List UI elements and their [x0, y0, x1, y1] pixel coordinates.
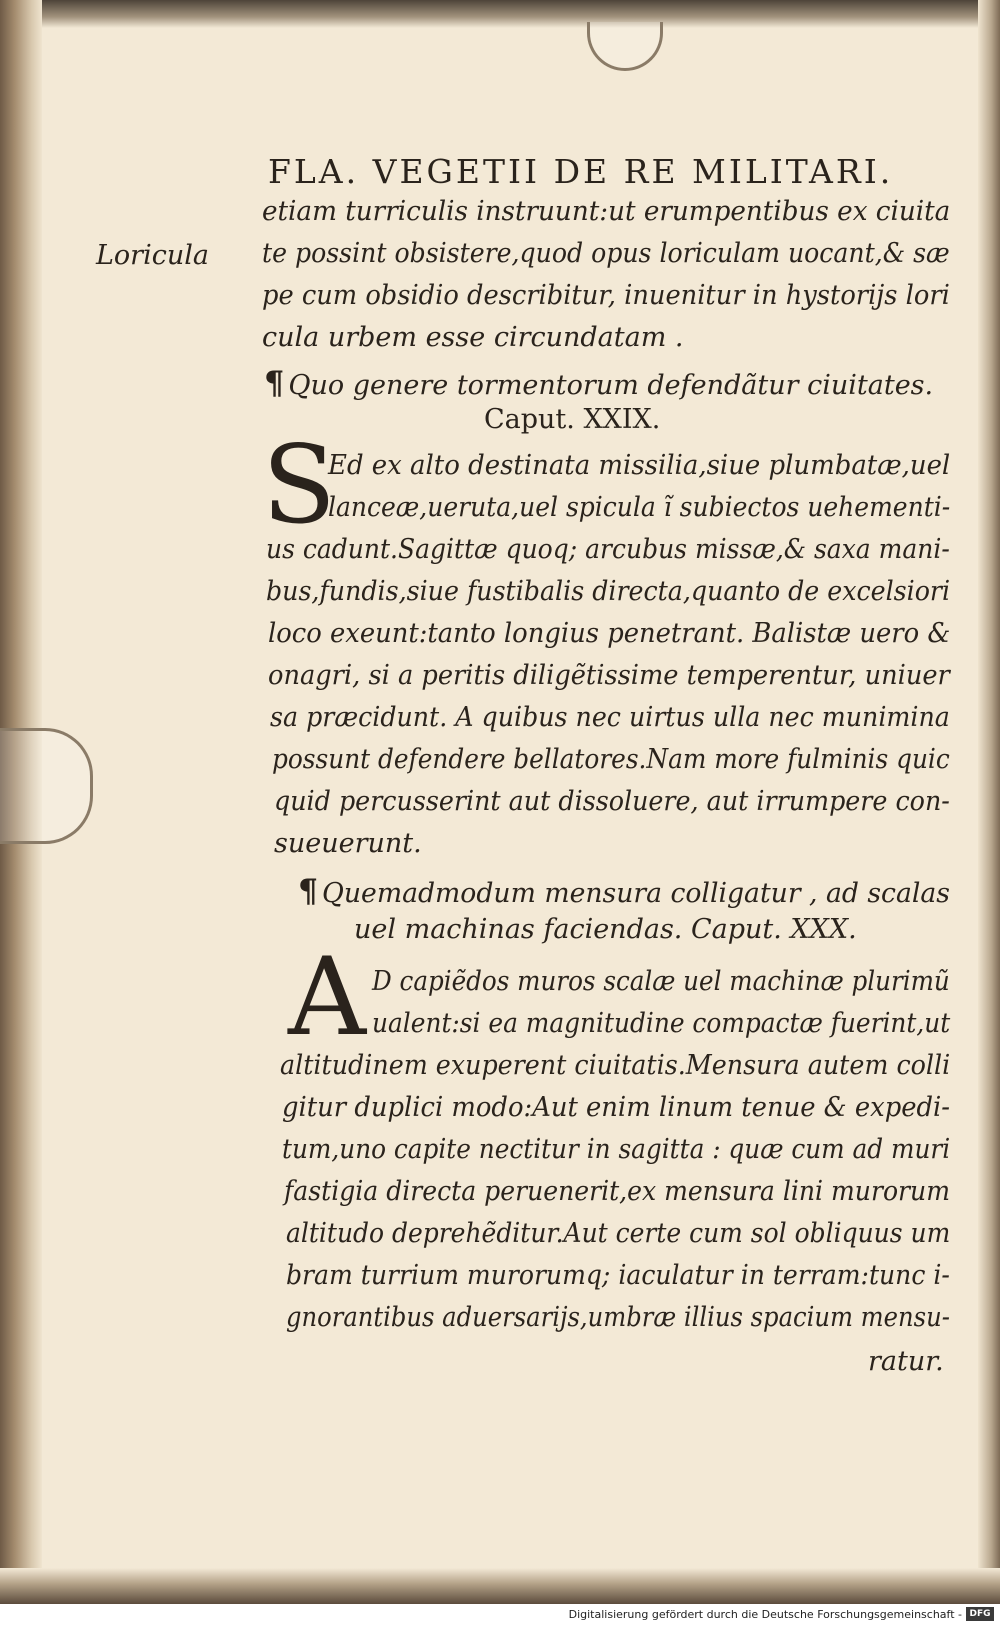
text-line: bus,fundis,siue fustibalis directa,quanto de excelsiori [266, 576, 951, 607]
text-line: tum,uno capite nectitur in sagitta : quæ cum ad muri [282, 1134, 951, 1165]
text-line: bram turrium murorumq; iaculatur in terram:tunc i- [286, 1260, 950, 1291]
funding-credit: Digitalisierung gefördert durch die Deutsche Forschungsgemeinschaft - [568, 1608, 962, 1621]
text-line: te possint obsistere,quod opus loriculam uocant,& sæ [262, 238, 950, 269]
text-line: pe cum obsidio describitur, inuenitur in hystorijs lori [262, 280, 950, 311]
text-line: sa præcidunt. A quibus nec uirtus ulla nec munimina [270, 702, 950, 733]
chapter-heading: Caput. XXIX. [484, 404, 661, 435]
text-line: ualent:si ea magnitudine compactæ fuerint,ut [372, 1008, 951, 1039]
margin-note: Loricula [96, 240, 209, 271]
chapter-rubric-continued: uel machinas faciendas. Caput. XXX. [354, 914, 857, 945]
chapter-rubric [264, 364, 933, 402]
drop-cap: S [262, 423, 336, 548]
text-line: altitudinem exuperent ciuitatis.Mensura autem colli [280, 1050, 951, 1081]
dfg-logo: DFG [966, 1607, 994, 1621]
text-line: possunt defendere bellatores.Nam more fulminis quic [272, 744, 950, 775]
pilcrow-icon: ¶ [264, 364, 285, 402]
text-line: fastigia directa peruenerit,ex mensura lini murorum [284, 1176, 950, 1207]
text-line: cula urbem esse circundatam . [262, 322, 684, 353]
text-line: D capiẽdos muros scalæ uel machinæ plurimũ [372, 966, 950, 997]
text-line: sueuerunt. [274, 828, 422, 859]
rubric-text: Quo genere tormentorum defendãtur ciuitates. [288, 370, 934, 401]
text-line: us cadunt.Sagittæ quoq; arcubus missæ,& saxa mani- [266, 534, 950, 565]
text-line: lanceæ,ueruta,uel spicula ĩ subiectos uehementi- [328, 492, 951, 523]
running-header: FLA. VEGETII DE RE MILITARI. [268, 152, 894, 191]
chapter-rubric [298, 872, 950, 910]
pilcrow-icon: ¶ [298, 872, 319, 910]
drop-cap: A [288, 935, 366, 1060]
text-line: ratur. [868, 1346, 944, 1377]
footer-bar [0, 1604, 1000, 1625]
text-line: etiam turriculis instruunt:ut erumpentibus ex ciuita [262, 196, 951, 227]
text-line: gitur duplici modo:Aut enim linum tenue & expedi- [282, 1092, 951, 1123]
text-line: onagri, si a peritis diligẽtissime temperentur, uniuer [268, 660, 950, 691]
text-line: Ed ex alto destinata missilia,siue plumbatæ,uel [328, 450, 951, 481]
text-line: gnorantibus aduersarijs,umbræ illius spacium mensu- [286, 1302, 950, 1333]
text-line: quid percusserint aut dissoluere, aut irrumpere con- [274, 786, 950, 817]
text-line: altitudo deprehẽditur.Aut certe cum sol obliquus um [286, 1218, 951, 1249]
text-line: loco exeunt:tanto longius penetrant. Balistæ uero & [268, 618, 951, 649]
rubric-text: Quemadmodum mensura colligatur , ad scalas [322, 878, 950, 909]
